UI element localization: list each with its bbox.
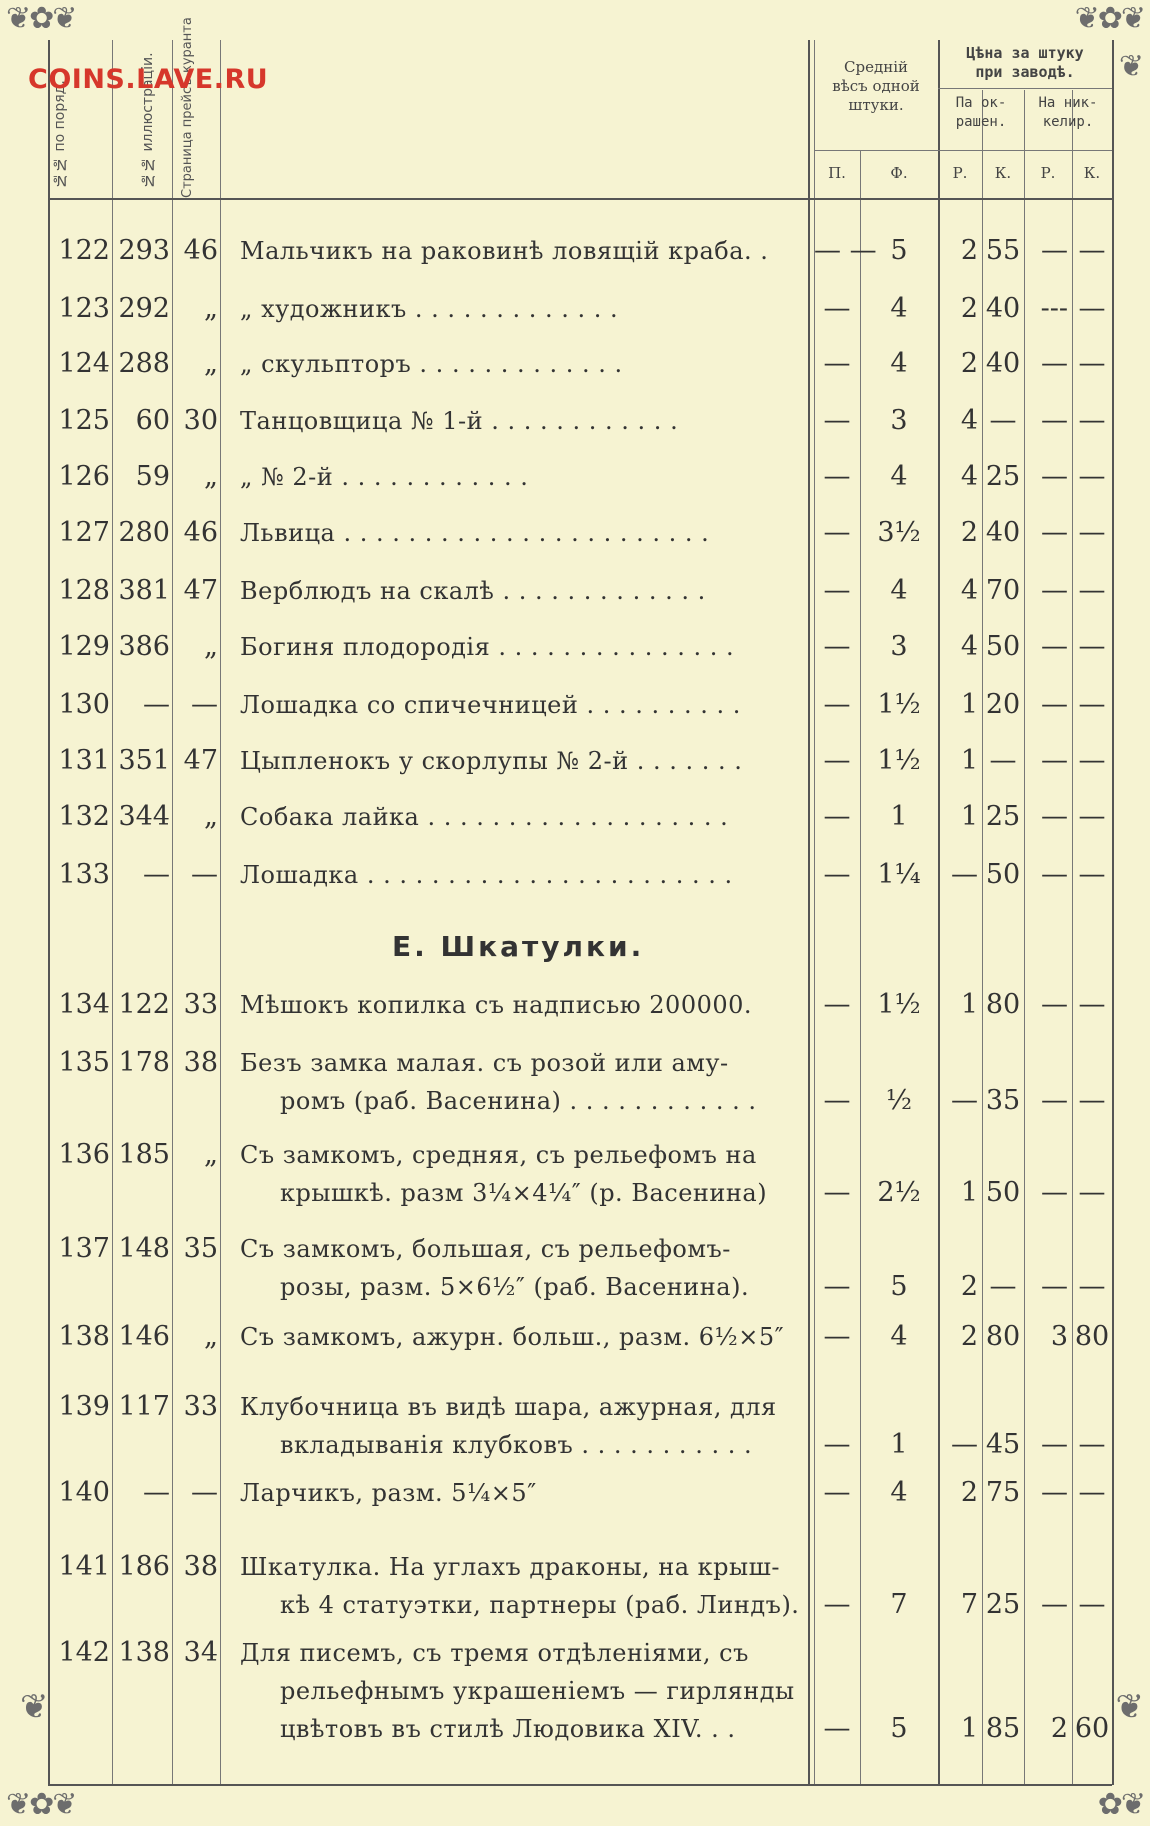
item-description: Лошадка . . . . . . . . . . . . . . . . . . . . . . . bbox=[240, 861, 733, 889]
price-plain-kop: 40 bbox=[985, 517, 1021, 548]
price-plain-rub: — bbox=[951, 1429, 978, 1460]
illustration-number: 280 bbox=[118, 517, 170, 548]
item-description: Для писемъ, съ тремя отдѣленіями, съ bbox=[240, 1639, 749, 1667]
weight-pud: — bbox=[823, 1713, 851, 1744]
header-illustr: №№ иллюстраціи. bbox=[140, 52, 156, 188]
header-price-line: Цѣна за штуку bbox=[966, 44, 1084, 62]
header-weight bbox=[814, 58, 938, 115]
weight-funt: 1¼ bbox=[877, 859, 921, 890]
price-plain-kop: 40 bbox=[985, 348, 1021, 379]
price-nickel-rub: --- bbox=[1040, 293, 1068, 324]
price-nickel-kop: — bbox=[1078, 631, 1106, 662]
item-description: „ № 2-й . . . . . . . . . . . . bbox=[240, 463, 529, 491]
item-description: кѣ 4 статуэтки, партнеры (раб. Линдъ). bbox=[280, 1591, 800, 1619]
illustration-number: 59 bbox=[135, 461, 170, 492]
price-plain-rub: 4 bbox=[960, 461, 978, 492]
price-nickel-rub: — bbox=[1041, 1177, 1068, 1208]
page-number: 46 bbox=[183, 517, 218, 548]
page-number: „ bbox=[204, 631, 218, 662]
price-nickel-kop: 80 bbox=[1074, 1321, 1110, 1352]
weight-funt: 1½ bbox=[877, 989, 921, 1020]
price-nickel-rub: — bbox=[1041, 461, 1068, 492]
order-number: 133 bbox=[58, 859, 110, 890]
price-plain-rub: 4 bbox=[960, 631, 978, 662]
price-nickel-kop: — bbox=[1078, 1271, 1106, 1302]
price-nickel-kop: — bbox=[1078, 1177, 1106, 1208]
price-nickel-kop: — bbox=[1078, 1477, 1106, 1508]
page-number: „ bbox=[204, 293, 218, 324]
price-nickel-rub: — bbox=[1041, 517, 1068, 548]
weight-pud: — bbox=[823, 348, 851, 379]
price-plain-rub: 1 bbox=[960, 1713, 978, 1744]
ornament-mid-right-icon: ❦ bbox=[1115, 1687, 1142, 1727]
price-nickel-kop: — bbox=[1078, 1429, 1106, 1460]
price-nickel-rub: — bbox=[1041, 689, 1068, 720]
weight-funt: 1 bbox=[890, 801, 908, 832]
rule bbox=[1112, 40, 1114, 1785]
weight-pud: — bbox=[823, 405, 851, 436]
item-description: Мѣшокъ копилка съ надписью 200000. bbox=[240, 991, 753, 1019]
item-description: розы, разм. 5×6½″ (раб. Васенина). bbox=[280, 1273, 750, 1301]
price-plain-kop: 80 bbox=[985, 1321, 1021, 1352]
order-number: 125 bbox=[58, 405, 110, 436]
price-plain-rub: 2 bbox=[960, 348, 978, 379]
price-nickel-kop: — bbox=[1078, 517, 1106, 548]
price-plain-rub: 2 bbox=[960, 235, 978, 266]
price-nickel-rub: — bbox=[1041, 1477, 1068, 1508]
illustration-number: 178 bbox=[118, 1047, 170, 1078]
item-description: Танцовщица № 1-й . . . . . . . . . . . . bbox=[240, 407, 679, 435]
price-nickel-kop: — bbox=[1078, 235, 1106, 266]
rule bbox=[172, 40, 173, 1785]
illustration-number: 148 bbox=[118, 1233, 170, 1264]
page-number: 38 bbox=[183, 1047, 218, 1078]
illustration-number: 117 bbox=[118, 1391, 170, 1422]
price-nickel-rub: — bbox=[1041, 1085, 1068, 1116]
illustration-number: — bbox=[143, 1477, 170, 1508]
ornament-mid-left-icon: ❦ bbox=[20, 1687, 47, 1727]
unit-funt: Ф. bbox=[890, 164, 908, 182]
item-description: вкладыванія клубковъ . . . . . . . . . . . bbox=[280, 1431, 753, 1459]
order-number: 124 bbox=[58, 348, 110, 379]
weight-funt: 4 bbox=[890, 348, 908, 379]
weight-funt: 5 bbox=[890, 1713, 908, 1744]
weight-funt: 1½ bbox=[877, 689, 921, 720]
weight-funt: 7 bbox=[890, 1589, 908, 1620]
illustration-number: 186 bbox=[118, 1551, 170, 1582]
illustration-number: 386 bbox=[118, 631, 170, 662]
header-weight-line: вѣсъ одной bbox=[832, 77, 920, 95]
page-number: 47 bbox=[183, 575, 218, 606]
price-nickel-kop: — bbox=[1078, 405, 1106, 436]
page-number: — bbox=[191, 859, 218, 890]
illustration-number: 292 bbox=[118, 293, 170, 324]
price-nickel-kop: — bbox=[1078, 461, 1106, 492]
price-nickel-kop: — bbox=[1078, 293, 1106, 324]
illustration-number: 122 bbox=[118, 989, 170, 1020]
item-description: Съ замкомъ, большая, съ рельефомъ- bbox=[240, 1235, 731, 1263]
price-plain-rub: 1 bbox=[960, 1177, 978, 1208]
price-plain-rub: — bbox=[951, 859, 978, 890]
weight-funt: 4 bbox=[890, 1477, 908, 1508]
price-nickel-rub: — bbox=[1041, 235, 1068, 266]
rule bbox=[112, 40, 113, 1785]
item-description: Верблюдъ на скалѣ . . . . . . . . . . . . . bbox=[240, 577, 706, 605]
order-number: 138 bbox=[58, 1321, 110, 1352]
page-number: „ bbox=[204, 461, 218, 492]
weight-pud: — bbox=[823, 1321, 851, 1352]
price-nickel-kop: 60 bbox=[1074, 1713, 1110, 1744]
ornament-bottom-left-icon: ❦✿❦ bbox=[6, 1787, 76, 1822]
price-plain-kop: 55 bbox=[985, 235, 1021, 266]
order-number: 130 bbox=[58, 689, 110, 720]
weight-pud: — bbox=[823, 575, 851, 606]
price-plain-kop: 35 bbox=[985, 1085, 1021, 1116]
page-number: 34 bbox=[183, 1637, 218, 1668]
price-plain-kop: 80 bbox=[985, 989, 1021, 1020]
unit-rub: Р. bbox=[1040, 164, 1056, 182]
item-description: Цыпленокъ у скорлупы № 2-й . . . . . . . bbox=[240, 747, 743, 775]
weight-pud: — bbox=[823, 689, 851, 720]
price-nickel-kop: — bbox=[1078, 348, 1106, 379]
rule bbox=[814, 150, 1112, 151]
weight-pud: — bbox=[823, 517, 851, 548]
unit-kop: К. bbox=[1083, 164, 1101, 182]
unit-kop: К. bbox=[994, 164, 1012, 182]
header-price-line: при заводѣ. bbox=[975, 63, 1075, 81]
page-number: 35 bbox=[183, 1233, 218, 1264]
weight-pud: — bbox=[823, 631, 851, 662]
price-nickel-kop: — bbox=[1078, 745, 1106, 776]
order-number: 122 bbox=[58, 235, 110, 266]
order-number: 136 bbox=[58, 1139, 110, 1170]
header-weight-line: штуки. bbox=[848, 96, 904, 114]
page-number: „ bbox=[204, 1321, 218, 1352]
ornament-bottom-right-icon: ✿❦ bbox=[1097, 1787, 1144, 1822]
illustration-number: — bbox=[143, 859, 170, 890]
price-plain-kop: 20 bbox=[985, 689, 1021, 720]
weight-pud: — bbox=[823, 1589, 851, 1620]
weight-pud: — bbox=[823, 461, 851, 492]
price-nickel-kop: — bbox=[1078, 1085, 1106, 1116]
header-order: №№ по поряд. bbox=[52, 80, 68, 188]
price-nickel-kop: — bbox=[1078, 689, 1106, 720]
weight-funt: 2½ bbox=[877, 1177, 921, 1208]
price-plain-rub: 4 bbox=[960, 405, 978, 436]
item-description: Клубочница въ видѣ шара, ажурная, для bbox=[240, 1393, 777, 1421]
order-number: 141 bbox=[58, 1551, 110, 1582]
price-plain-rub: 1 bbox=[960, 989, 978, 1020]
weight-funt: 1½ bbox=[877, 745, 921, 776]
ornament-top-left-icon: ❦✿❦ bbox=[6, 1, 76, 36]
weight-funt: 3 bbox=[890, 405, 908, 436]
order-number: 127 bbox=[58, 517, 110, 548]
price-nickel-rub: — bbox=[1041, 801, 1068, 832]
weight-funt: 5 bbox=[890, 235, 908, 266]
price-nickel-rub: — bbox=[1041, 859, 1068, 890]
weight-pud: — bbox=[823, 1271, 851, 1302]
page-number: 38 bbox=[183, 1551, 218, 1582]
weight-pud: — bbox=[823, 1085, 851, 1116]
ornament-right-icon: ❦ bbox=[1118, 49, 1142, 84]
unit-pud: П. bbox=[828, 164, 846, 182]
weight-funt: 5 bbox=[890, 1271, 908, 1302]
price-plain-rub: — bbox=[951, 1085, 978, 1116]
page-number: „ bbox=[204, 348, 218, 379]
order-number: 132 bbox=[58, 801, 110, 832]
page-number: 30 bbox=[183, 405, 218, 436]
price-nickel-rub: — bbox=[1041, 631, 1068, 662]
weight-pud: — bbox=[823, 801, 851, 832]
page-number: 33 bbox=[183, 1391, 218, 1422]
section-title: Е. Шкатулки. bbox=[392, 930, 645, 963]
price-plain-kop: 50 bbox=[985, 631, 1021, 662]
price-nickel-rub: 2 bbox=[1050, 1713, 1068, 1744]
weight-funt: 3 bbox=[890, 631, 908, 662]
price-plain-kop: 70 bbox=[985, 575, 1021, 606]
price-plain-rub: 1 bbox=[960, 745, 978, 776]
price-plain-kop: 45 bbox=[985, 1429, 1021, 1460]
item-description: Собака лайка . . . . . . . . . . . . . . . . . . . bbox=[240, 803, 729, 831]
price-nickel-rub: — bbox=[1041, 1589, 1068, 1620]
item-description: рельефнымъ украшеніемъ — гирлянды bbox=[280, 1677, 795, 1705]
illustration-number: 351 bbox=[118, 745, 170, 776]
price-nickel-rub: — bbox=[1041, 989, 1068, 1020]
price-plain-rub: 2 bbox=[960, 1321, 978, 1352]
rule bbox=[220, 40, 221, 1785]
order-number: 142 bbox=[58, 1637, 110, 1668]
order-number: 126 bbox=[58, 461, 110, 492]
weight-pud: — — bbox=[814, 235, 877, 266]
price-nickel-kop: — bbox=[1078, 989, 1106, 1020]
watermark: COINS.LAVE.RU bbox=[28, 64, 269, 95]
price-nickel-rub: — bbox=[1041, 575, 1068, 606]
price-plain-kop: — bbox=[989, 1271, 1017, 1302]
price-nickel-kop: — bbox=[1078, 859, 1106, 890]
item-description: Съ замкомъ, ажурн. больш., разм. 6½×5″ bbox=[240, 1323, 785, 1351]
item-description: Львица . . . . . . . . . . . . . . . . . . . . . . . bbox=[240, 519, 710, 547]
price-plain-kop: — bbox=[989, 405, 1017, 436]
price-nickel-rub: — bbox=[1041, 1429, 1068, 1460]
illustration-number: 185 bbox=[118, 1139, 170, 1170]
price-nickel-kop: — bbox=[1078, 1589, 1106, 1620]
item-description: Богиня плодородія . . . . . . . . . . . . . . . bbox=[240, 633, 735, 661]
price-plain-rub: 2 bbox=[960, 517, 978, 548]
price-plain-rub: 7 bbox=[960, 1589, 978, 1620]
price-plain-rub: 2 bbox=[960, 293, 978, 324]
header-weight-line: Средній bbox=[844, 58, 908, 76]
page-number: 46 bbox=[183, 235, 218, 266]
price-plain-rub: 2 bbox=[960, 1271, 978, 1302]
item-description: Безъ замка малая. съ розой или аму- bbox=[240, 1049, 729, 1077]
item-description: ромъ (раб. Васенина) . . . . . . . . . . . . bbox=[280, 1087, 757, 1115]
header-bottom-rule bbox=[48, 198, 1112, 200]
header-price bbox=[938, 44, 1112, 82]
price-plain-kop: 40 bbox=[985, 293, 1021, 324]
weight-funt: 4 bbox=[890, 575, 908, 606]
illustration-number: 288 bbox=[118, 348, 170, 379]
price-plain-kop: 50 bbox=[985, 859, 1021, 890]
price-plain-kop: 50 bbox=[985, 1177, 1021, 1208]
illustration-number: 146 bbox=[118, 1321, 170, 1352]
price-nickel-kop: — bbox=[1078, 575, 1106, 606]
illustration-number: — bbox=[143, 689, 170, 720]
page-number: 47 bbox=[183, 745, 218, 776]
order-number: 135 bbox=[58, 1047, 110, 1078]
item-description: крышкѣ. разм 3¼×4¼″ (р. Васенина) bbox=[280, 1179, 768, 1207]
rule bbox=[808, 40, 810, 1785]
price-nickel-rub: — bbox=[1041, 1271, 1068, 1302]
price-plain-kop: 25 bbox=[985, 461, 1021, 492]
weight-pud: — bbox=[823, 745, 851, 776]
rule bbox=[938, 88, 1112, 89]
page-number: 33 bbox=[183, 989, 218, 1020]
unit-rub: Р. bbox=[952, 164, 968, 182]
weight-pud: — bbox=[823, 989, 851, 1020]
order-number: 123 bbox=[58, 293, 110, 324]
weight-funt: 1 bbox=[890, 1429, 908, 1460]
item-description: Лошадка со спичечницей . . . . . . . . . . bbox=[240, 691, 741, 719]
header-price-nickel bbox=[1024, 94, 1112, 132]
weight-funt: 4 bbox=[890, 1321, 908, 1352]
item-description: Съ замкомъ, средняя, съ рельефомъ на bbox=[240, 1141, 757, 1169]
illustration-number: 293 bbox=[118, 235, 170, 266]
weight-funt: ½ bbox=[885, 1085, 913, 1116]
illustration-number: 138 bbox=[118, 1637, 170, 1668]
price-plain-kop: 75 bbox=[985, 1477, 1021, 1508]
item-description: цвѣтовъ въ стилѣ Людовика XIV. . . bbox=[280, 1715, 736, 1743]
price-nickel-rub: — bbox=[1041, 405, 1068, 436]
weight-funt: 4 bbox=[890, 461, 908, 492]
item-description: Ларчикъ, разм. 5¼×5″ bbox=[240, 1479, 537, 1507]
item-description: Шкатулка. На углахъ драконы, на крыш- bbox=[240, 1553, 781, 1581]
weight-pud: — bbox=[823, 293, 851, 324]
illustration-number: 60 bbox=[135, 405, 170, 436]
header-price-plain-line: Па ок- bbox=[955, 95, 1007, 111]
weight-funt: 3½ bbox=[877, 517, 921, 548]
header-price-nickel-line: келир. bbox=[1042, 114, 1094, 130]
weight-pud: — bbox=[823, 1477, 851, 1508]
illustration-number: 344 bbox=[118, 801, 170, 832]
price-plain-kop: — bbox=[989, 745, 1017, 776]
order-number: 134 bbox=[58, 989, 110, 1020]
order-number: 140 bbox=[58, 1477, 110, 1508]
weight-pud: — bbox=[823, 859, 851, 890]
page-number: „ bbox=[204, 1139, 218, 1170]
order-number: 131 bbox=[58, 745, 110, 776]
price-plain-rub: 2 bbox=[960, 1477, 978, 1508]
ornament-top-right-icon: ❦✿❦ bbox=[1074, 1, 1144, 36]
item-description: „ скульпторъ . . . . . . . . . . . . . bbox=[240, 350, 623, 378]
bottom-rule bbox=[48, 1784, 1112, 1786]
illustration-number: 381 bbox=[118, 575, 170, 606]
page-number: — bbox=[191, 689, 218, 720]
price-plain-rub: 4 bbox=[960, 575, 978, 606]
weight-pud: — bbox=[823, 1177, 851, 1208]
order-number: 129 bbox=[58, 631, 110, 662]
order-number: 137 bbox=[58, 1233, 110, 1264]
price-plain-rub: 1 bbox=[960, 689, 978, 720]
item-description: „ художникъ . . . . . . . . . . . . . bbox=[240, 295, 619, 323]
order-number: 139 bbox=[58, 1391, 110, 1422]
header-price-plain-line: рашен. bbox=[955, 114, 1007, 130]
page-number: — bbox=[191, 1477, 218, 1508]
price-nickel-rub: 3 bbox=[1050, 1321, 1068, 1352]
price-nickel-rub: — bbox=[1041, 745, 1068, 776]
price-nickel-rub: — bbox=[1041, 348, 1068, 379]
weight-pud: — bbox=[823, 1429, 851, 1460]
price-plain-kop: 25 bbox=[985, 801, 1021, 832]
item-description: Мальчикъ на раковинѣ ловящій краба. . bbox=[240, 237, 769, 265]
header-page: Страница прейсъ-куранта bbox=[180, 17, 195, 198]
price-nickel-kop: — bbox=[1078, 801, 1106, 832]
rule bbox=[860, 150, 861, 1785]
page-number: „ bbox=[204, 801, 218, 832]
price-plain-rub: 1 bbox=[960, 801, 978, 832]
header-price-nickel-line: На ник- bbox=[1038, 95, 1098, 111]
weight-funt: 4 bbox=[890, 293, 908, 324]
order-number: 128 bbox=[58, 575, 110, 606]
price-plain-kop: 25 bbox=[985, 1589, 1021, 1620]
header-price-plain bbox=[938, 94, 1024, 132]
price-plain-kop: 85 bbox=[985, 1713, 1021, 1744]
